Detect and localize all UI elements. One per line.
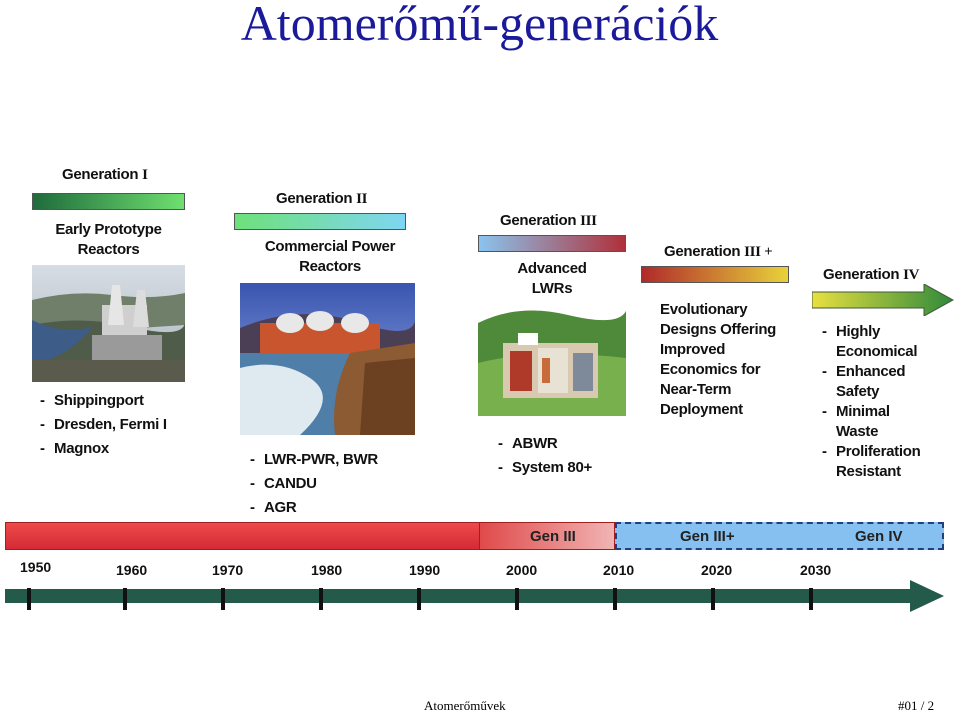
list-item: - Enhanced xyxy=(822,363,906,380)
gen3-examples xyxy=(498,432,592,480)
list-item: - AGR xyxy=(250,499,297,516)
year-label: 1960 xyxy=(116,562,148,578)
year-label: 1950 xyxy=(20,559,52,575)
gen1-roman: I xyxy=(142,167,148,183)
gen4-label-text: Generation xyxy=(823,266,900,283)
gen3plus-description xyxy=(660,300,776,420)
gen4-roman: IV xyxy=(903,267,920,283)
year-label: 1990 xyxy=(409,562,441,578)
gen2-description xyxy=(240,237,420,277)
gen3plus-label-text: Generation xyxy=(664,243,741,260)
gen3plus-desc-line: Designs Offering xyxy=(660,321,777,338)
gen3plus-desc-line: Evolutionary xyxy=(660,301,748,318)
page-number: #01 / 2 xyxy=(898,698,935,713)
gen3-description xyxy=(478,259,626,299)
gen3-label xyxy=(500,212,597,230)
gen3-desc-line: Advanced xyxy=(517,260,587,277)
gen2-roman: II xyxy=(356,191,368,207)
gen3plus-desc-line: Deployment xyxy=(660,401,743,418)
gen1-description xyxy=(32,220,185,260)
gen3plus-desc-line: Economics for xyxy=(660,361,761,378)
gen3plus-roman: III + xyxy=(744,244,773,260)
list-item: - System 80+ xyxy=(498,459,592,476)
gen1-desc-line: Early Prototype xyxy=(55,221,162,238)
list-item: Safety xyxy=(836,383,880,400)
list-item: - ABWR xyxy=(498,435,558,452)
gen1-examples xyxy=(40,389,167,461)
list-item: Waste xyxy=(836,423,879,440)
era-label-gen3: Gen III xyxy=(530,528,576,545)
gen1-bar xyxy=(32,193,185,210)
gen3plus-label xyxy=(664,243,772,261)
gen3plus-desc-line: Improved xyxy=(660,341,726,358)
gen3-bar xyxy=(478,235,626,252)
year-label: 2020 xyxy=(701,562,733,578)
list-item: - CANDU xyxy=(250,475,317,492)
list-item: - LWR-PWR, BWR xyxy=(250,451,378,468)
gen2-desc-line: Reactors xyxy=(299,258,361,275)
timeline-arrow xyxy=(0,578,959,618)
gen4-label xyxy=(823,266,919,284)
gen3-label-text: Generation xyxy=(500,212,577,229)
era-bar-gen1-2 xyxy=(5,522,480,550)
gen2-bar xyxy=(234,213,406,230)
gen2-desc-line: Commercial Power xyxy=(264,238,396,255)
page-title: Atomerőmű-generációk xyxy=(240,0,719,51)
year-label: 2000 xyxy=(506,562,538,578)
gen1-reactor-photo xyxy=(32,265,185,382)
list-item: Resistant xyxy=(836,463,901,480)
list-item: Economical xyxy=(836,343,918,360)
year-label: 1970 xyxy=(212,562,244,578)
gen2-examples xyxy=(250,448,378,520)
gen2-label xyxy=(276,190,367,208)
list-item: - Dresden, Fermi I xyxy=(40,416,167,433)
list-item: - Shippingport xyxy=(40,392,144,409)
gen3-reactor-illustration xyxy=(478,303,626,416)
era-label-gen4: Gen IV xyxy=(855,528,903,545)
gen1-label-text: Generation xyxy=(62,166,139,183)
gen2-reactor-photo xyxy=(240,283,415,435)
year-label: 1980 xyxy=(311,562,343,578)
gen1-desc-line: Reactors xyxy=(77,241,140,258)
footer-title: Atomerőművek xyxy=(424,698,506,713)
gen3-roman: III xyxy=(580,213,597,229)
gen3plus-desc-line: Near-Term xyxy=(660,381,732,398)
gen4-arrow-bar xyxy=(812,284,954,316)
list-item: - Minimal xyxy=(822,403,890,420)
gen2-label-text: Generation xyxy=(276,190,353,207)
gen1-label xyxy=(62,166,148,184)
year-label: 2030 xyxy=(800,562,832,578)
year-label: 2010 xyxy=(603,562,635,578)
gen4-goals xyxy=(822,322,920,482)
list-item: - Proliferation xyxy=(822,443,921,460)
gen3plus-bar xyxy=(641,266,789,283)
list-item: - Highly xyxy=(822,323,881,340)
gen3-desc-line: LWRs xyxy=(531,280,573,297)
era-label-gen3plus: Gen III+ xyxy=(680,528,735,545)
list-item: - Magnox xyxy=(40,440,109,457)
